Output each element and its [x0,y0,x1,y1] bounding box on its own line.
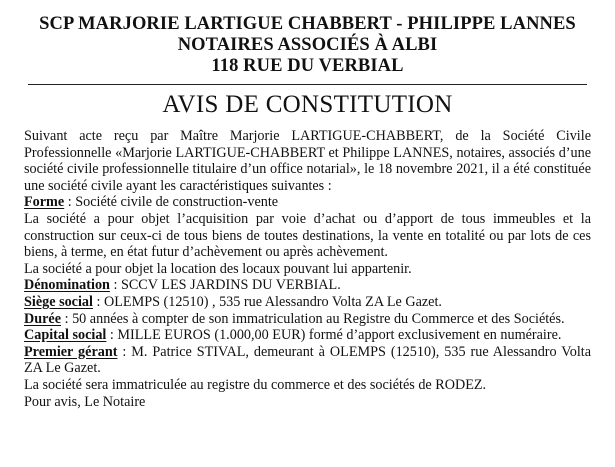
notary-address: 118 RUE DU VERBIAL [211,56,404,76]
forme-line [24,194,591,211]
siege-label: Siège social [24,293,93,310]
gerant-label: Premier gérant [24,343,118,360]
forme-label: Forme [24,194,65,211]
denomination-label: Dénomination [24,277,110,294]
objet-paragraph: La société a pour objet l’acquisition par voie d’achat ou d’apport de tous immeubles et la construction sur ceux-ci de tous biens de toutes destinations, la vente en totalité ou par lots de ces biens, à terme, en état futur d’achèvement ou après achèvement. [24,210,591,261]
siege-line [24,294,591,311]
immatriculation-paragraph: La société sera immatriculée au registre du commerce et des sociétés de RODEZ. [24,376,487,393]
gerant-line [24,344,591,377]
notice-body [24,128,591,410]
duree-value: : 50 années à compter de son immatriculation au Registre du Commerce et des Sociétés. [61,310,565,327]
signature-line: Pour avis, Le Notaire [24,393,146,410]
capital-label: Capital social [24,327,107,344]
capital-line [24,327,591,344]
duree-line [24,311,591,328]
notary-firm-name: SCP MARJORIE LARTIGUE CHABBERT - PHILIPPE LANNES [39,14,576,34]
notary-header [24,14,591,77]
capital-value: : MILLE EUROS (1.000,00 EUR) formé d’apport exclusivement en numéraire. [106,327,562,344]
forme-value: : Société civile de construction-vente [64,194,279,211]
siege-value: : OLEMPS (12510) , 535 rue Alessandro Volta ZA Le Gazet. [92,293,442,310]
notary-subtitle: NOTAIRES ASSOCIÉS À ALBI [177,35,438,55]
notice-title: AVIS DE CONSTITUTION [162,91,453,118]
denomination-value: : SCCV LES JARDINS DU VERBIAL. [109,277,341,294]
gerant-value: : M. Patrice STIVAL, demeurant à OLEMPS (12510), 535 rue Alessandro Volta ZA Le Gazet. [24,343,591,377]
denomination-line [24,277,591,294]
objet-location-paragraph: La société a pour objet la location des locaux pouvant lui appartenir. [24,260,412,277]
duree-label: Durée [24,310,62,327]
header-divider [28,84,587,85]
intro-paragraph: Suivant acte reçu par Maître Marjorie LARTIGUE-CHABBERT, de la Société Civile Professionnelle «Marjorie LARTIGUE-CHABBERT et Philippe LANNES, notaires, associés d’une société civile professionnelle titulaire d’un office notarial», le 18 novembre 2021, il a été constituée une société civile ayant les caractéristiques suivantes : [24,128,591,194]
